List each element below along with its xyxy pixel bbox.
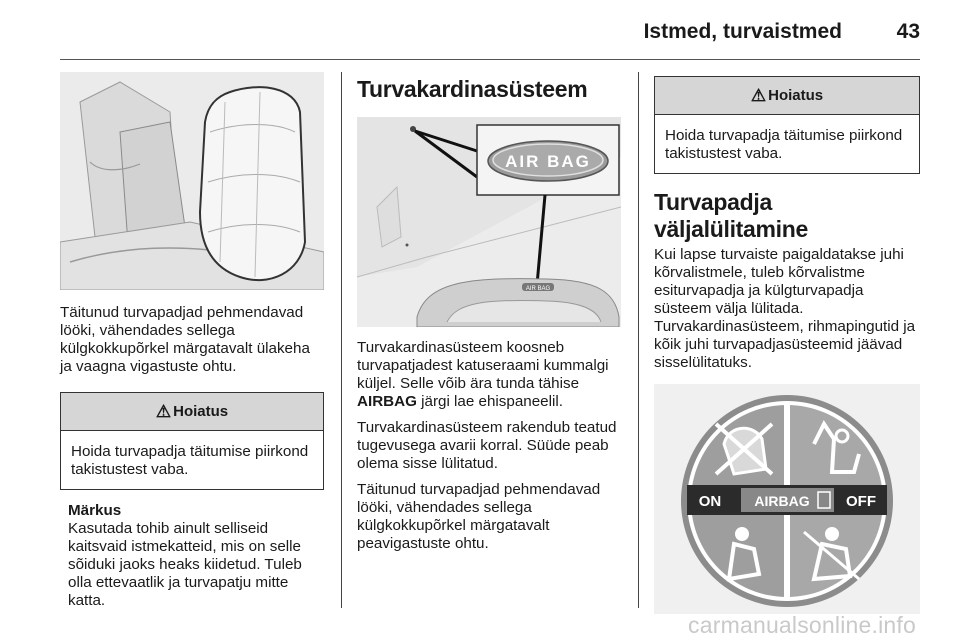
note-block: [60, 502, 324, 610]
section-heading: Turvakardinasüsteem: [357, 76, 588, 102]
seat-airbag-illustration: [60, 72, 324, 290]
warning-text: Hoida turvapadja täitumise piirkond takistustest vaba.: [71, 443, 309, 478]
column-divider: [638, 72, 639, 608]
watermark-text: carmanualsonline.info: [688, 612, 916, 638]
warning-box: [60, 392, 324, 490]
curtain-airbag-illustration: [357, 117, 621, 327]
warning-triangle-icon: ⚠: [155, 401, 172, 421]
page-number: 43: [896, 20, 920, 43]
body-text: Kui lapse turvaiste paigaldatakse juhi kõrvalistmele, tuleb kõrvalistme esiturvapadja ja külgturvapadja süsteem välja lülitada. Turvakardinasüsteem, rihmapingutid ja kõik juhi turvapadjasüsteemid jäävad sisselülitatuks.: [654, 246, 916, 371]
handle-label-text: AIR BAG: [525, 286, 551, 292]
section-heading: Turvapadja väljalülitamine: [654, 189, 809, 242]
caption-text: Täitunud turvapadjad pehmendavad lööki, vähendades sellega külgkokkupõrkel märgatavalt ülakeha ja vaagna vigastuste ohtu.: [60, 304, 310, 375]
airbag-deactivation-label-illustration: [654, 384, 920, 614]
note-title: Märkus: [68, 502, 122, 519]
paragraph-2: Turvakardinasüsteem rakendub teatud tugevusega avarii korral. Süüde peab olema sisse lülitatud.: [357, 419, 617, 472]
note-text: Kasutada tohib ainult selliseid kaitsvaid istmekatteid, mis on selle sõiduki jaoks heaks kiidetud. Tuleb olla ettevaatlik ja turvapatju mitte katta.: [68, 520, 302, 609]
warning-header: [61, 393, 323, 431]
warning-title: Hoiatus: [768, 87, 824, 104]
off-label: OFF: [846, 493, 876, 510]
airbag-label: AIRBAG: [754, 493, 810, 509]
page-title: Istmed, turvaistmed: [643, 20, 842, 43]
paragraph-3: Täitunud turvapadjad pehmendavad lööki, vähendades sellega külgkokkupõrkel märgatavalt peavigastuste ohtu.: [357, 481, 601, 552]
warning-box: [654, 76, 920, 174]
warning-title: Hoiatus: [173, 403, 229, 420]
column-middle: [357, 72, 621, 553]
warning-triangle-icon: ⚠: [750, 85, 767, 105]
roof-airbag-label-image: [357, 117, 621, 327]
side-airbag-seat-image: [60, 72, 324, 290]
warning-text: Hoida turvapadja täitumise piirkond takistustest vaba.: [665, 127, 903, 162]
paragraph-1-text-end: järgi lae ehispaneelil.: [416, 393, 563, 410]
airbag-on-off-sticker-image: [654, 384, 920, 614]
paragraph-1-text: Turvakardinasüsteem koosneb turvapatjadest katuseraami kummalgi küljel. Selle võib ära tunda tähise: [357, 339, 609, 392]
column-right: [654, 72, 920, 614]
child-seat-rearward-icon: [716, 424, 772, 474]
page-header: [60, 0, 920, 58]
on-label: ON: [698, 493, 722, 510]
airbag-badge-text: AIR BAG: [505, 152, 591, 171]
paragraph-1: [357, 339, 621, 411]
airbag-keyword: AIRBAG: [357, 393, 417, 410]
header-rule: [60, 59, 920, 60]
column-left: [60, 72, 324, 610]
warning-header: [655, 77, 919, 115]
column-divider: [341, 72, 342, 608]
